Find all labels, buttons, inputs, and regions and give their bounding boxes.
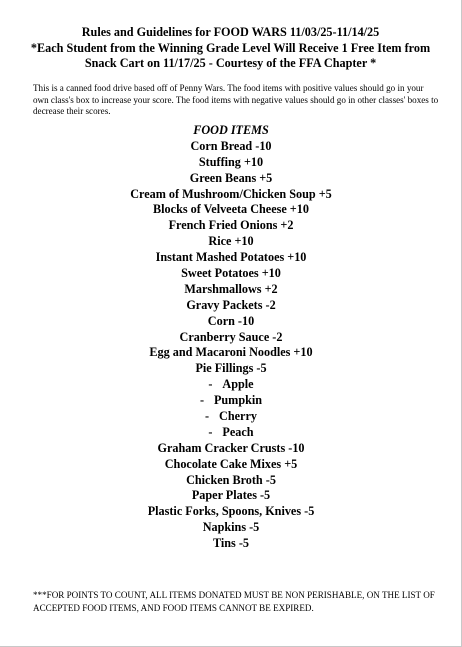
food-item: Gravy Packets -2 [186, 297, 276, 312]
food-item: Cranberry Sauce -2 [179, 329, 283, 344]
food-item: French Fried Onions +2 [168, 218, 294, 233]
food-item: Rice +10 [208, 234, 254, 249]
food-sub-item-label: Apple [222, 377, 254, 392]
title-line-2: *Each Student from the Winning Grade Level Will Receive 1 Free Item from [30, 40, 431, 55]
food-sub-item [0, 425, 462, 441]
food-item: Cream of Mushroom/Chicken Soup +5 [130, 186, 332, 201]
sub-bullet: - [208, 377, 213, 392]
sub-bullet: - [199, 393, 204, 408]
food-item: Tins -5 [212, 536, 249, 551]
food-item: Stuffing +10 [198, 154, 264, 169]
food-item: Corn -10 [207, 313, 255, 328]
title-line-1: Rules and Guidelines for FOOD WARS 11/03/25-11/14/25 [81, 25, 380, 39]
food-items-heading: FOOD ITEMS [193, 123, 269, 137]
food-sub-item [0, 409, 462, 425]
food-item: Marshmallows +2 [184, 281, 278, 296]
food-item: Napkins -5 [202, 520, 260, 535]
title-line-3: Snack Cart on 11/17/25 - Courtesy of the FFA Chapter * [84, 56, 377, 71]
food-item: Sweet Potatoes +10 [181, 266, 281, 281]
food-item: Paper Plates -5 [191, 488, 271, 503]
food-item: Chocolate Cake Mixes +5 [164, 456, 298, 471]
food-sub-item-label: Pumpkin [213, 393, 263, 408]
food-items-list [0, 123, 462, 552]
food-item: Blocks of Velveeta Cheese +10 [153, 202, 309, 217]
sub-bullet: - [208, 424, 213, 439]
food-item: Graham Cracker Crusts -10 [157, 440, 305, 455]
food-item: Green Beans +5 [189, 170, 273, 185]
food-item: Instant Mashed Potatoes +10 [155, 250, 307, 265]
intro-paragraph: This is a canned food drive based off of Penny Wars. The food items with positive values should go in your own class's box to increase your score. The food items with negative values should go in other classes' boxes to decrease their scores. [33, 83, 439, 117]
food-sub-item-label: Cherry [219, 409, 257, 424]
food-item: Pie Fillings -5 [195, 361, 267, 376]
food-sub-item [0, 377, 462, 393]
food-sub-item [0, 393, 462, 409]
food-item: Corn Bread -10 [190, 138, 272, 153]
page-title [24, 25, 437, 72]
sub-bullet: - [205, 409, 210, 424]
food-item: Egg and Macaroni Noodles +10 [149, 345, 313, 360]
food-item: Plastic Forks, Spoons, Knives -5 [147, 504, 315, 519]
food-item: Chicken Broth -5 [186, 472, 276, 487]
food-sub-item-label: Peach [222, 424, 254, 439]
footer-note: ***FOR POINTS TO COUNT, ALL ITEMS DONATED MUST BE NON PERISHABLE, ON THE LIST OF ACCEPTED FOOD ITEMS, AND FOOD ITEMS CANNOT BE EXPIRED. [33, 590, 435, 614]
